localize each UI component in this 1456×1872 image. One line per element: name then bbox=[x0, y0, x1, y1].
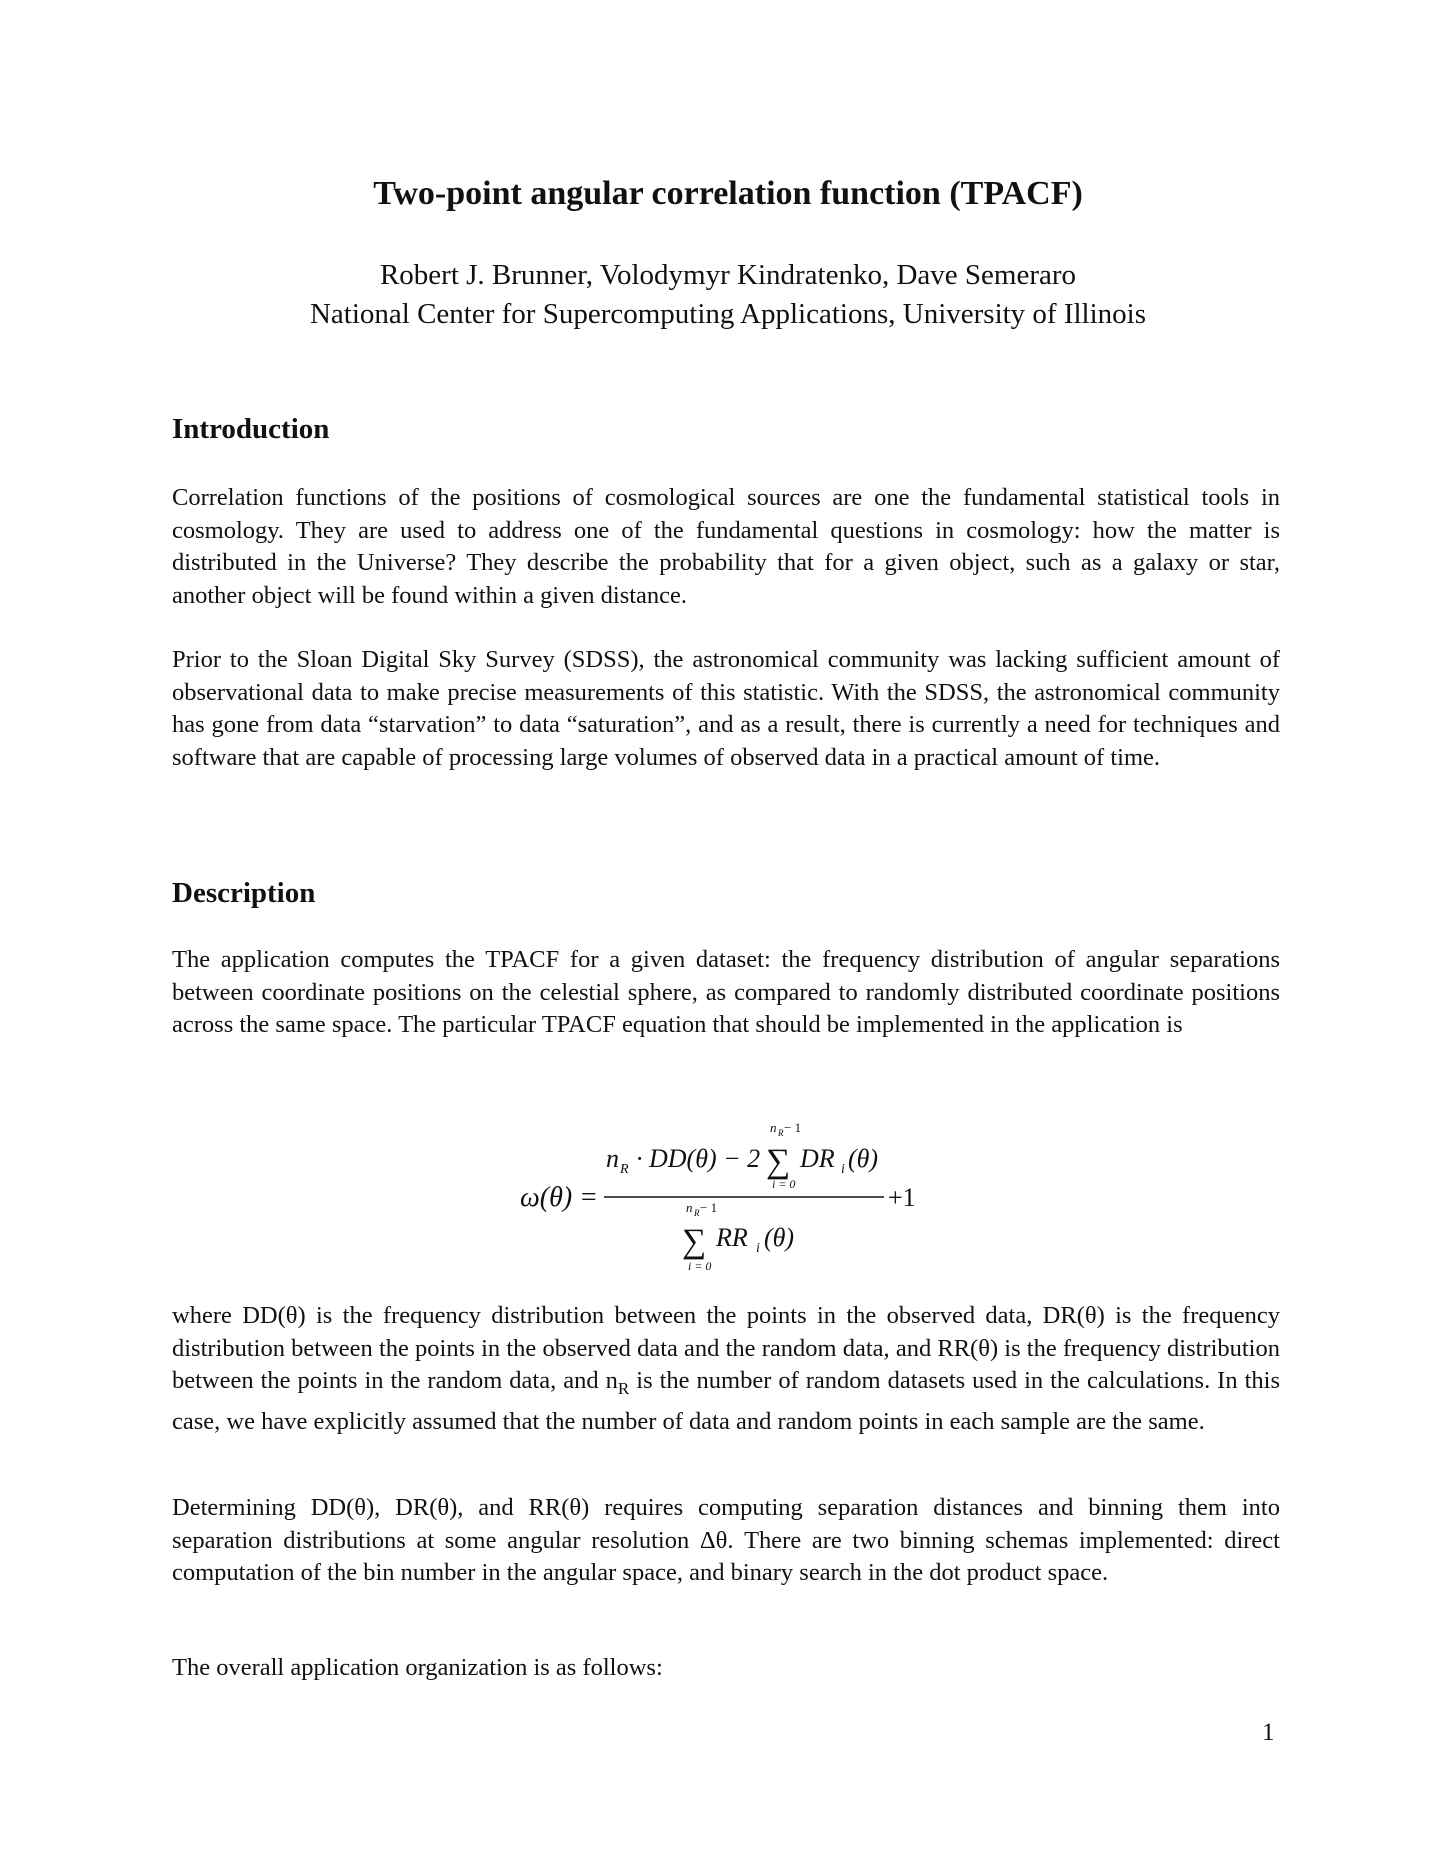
numerator-dr-sub: i bbox=[841, 1162, 845, 1177]
numerator-dd: · DD(θ) − 2 bbox=[636, 1144, 761, 1173]
paper-title: Two-point angular correlation function (TPACF) bbox=[373, 175, 1083, 212]
para2-pre: where DD(θ) is the frequency distribution between the points in the observed data, DR(θ) is the frequency distribution between the points in the observed data and the random data, and RR(θ) is the frequency distribution between the points in the random data, and n bbox=[172, 1302, 1280, 1395]
affiliation-line: National Center for Supercomputing Applications, University of Illinois bbox=[309, 298, 1147, 330]
numerator-n-sub: R bbox=[620, 1162, 629, 1177]
tpacf-equation bbox=[500, 1112, 960, 1274]
intro-paragraph-2: Prior to the Sloan Digital Sky Survey (SDSS), the astronomical community was lacking sufficient amount of observational data to make precise measurements of this statistic. With the SDSS, the astronomical community has gone from data “starvation” to data “saturation”, and as a result, there is currently a need for techniques and software that are capable of processing large volumes of observed data in a practical amount of time. bbox=[172, 646, 1280, 771]
numerator-n: n bbox=[606, 1144, 619, 1173]
numerator-dr: DR bbox=[800, 1144, 835, 1173]
denominator-theta: (θ) bbox=[764, 1223, 795, 1252]
equation-plus-one: +1 bbox=[888, 1183, 916, 1212]
sum1-upper-sub: R bbox=[778, 1128, 784, 1138]
sum2-upper: n bbox=[686, 1200, 693, 1215]
sum2-upper-sub: R bbox=[694, 1208, 700, 1218]
sum2-sigma: ∑ bbox=[682, 1223, 707, 1260]
intro-paragraph-1: Correlation functions of the positions of cosmological sources are one the fundamental statistical tools in cosmology. They are used to address one of the fundamental questions in cosmology: how the matter is distributed in the Universe? They describe the probability that for a given object, such as a galaxy or star, another object will be found within a given distance. bbox=[172, 484, 1280, 609]
sum2-upper-tail: − 1 bbox=[700, 1200, 718, 1215]
sum2-lower: i = 0 bbox=[688, 1259, 712, 1273]
para2-post: is the number of random datasets used in the calculations. In this case, we have explicitly assumed that the number of data and random points in each sample are the same. bbox=[172, 1367, 1280, 1435]
sum1-sigma: ∑ bbox=[766, 1143, 791, 1180]
sum1-upper: n bbox=[770, 1120, 777, 1135]
heading-description: Description bbox=[172, 877, 316, 909]
denominator-rr: RR bbox=[716, 1223, 748, 1252]
description-paragraph-1: The application computes the TPACF for a given dataset: the frequency distribution of angular separations between coordinate positions on the celestial sphere, as compared to randomly distributed coordinate positions across the same space. The particular TPACF equation that should be implemented in the application is bbox=[172, 946, 1280, 1039]
para2-subscript: R bbox=[617, 1379, 630, 1399]
sum1-lower: i = 0 bbox=[772, 1177, 796, 1191]
description-paragraph-4: The overall application organization is as follows: bbox=[172, 1654, 663, 1681]
denominator-rr-sub: i bbox=[756, 1241, 760, 1256]
author-block bbox=[0, 256, 1456, 334]
page-number: 1 bbox=[1262, 1719, 1275, 1746]
sum1-upper-tail: − 1 bbox=[784, 1120, 802, 1135]
description-paragraph-3: Determining DD(θ), DR(θ), and RR(θ) requires computing separation distances and binning them into separation distributions at some angular resolution Δθ. There are two binning schemas implemented: direct computation of the bin number in the angular space, and binary search in the dot product space. bbox=[172, 1494, 1280, 1587]
heading-introduction: Introduction bbox=[172, 413, 330, 445]
equation-lhs: ω(θ) = bbox=[520, 1182, 599, 1213]
authors-line: Robert J. Brunner, Volodymyr Kindratenko, Dave Semeraro bbox=[379, 259, 1077, 291]
numerator-theta: (θ) bbox=[848, 1144, 879, 1173]
description-paragraph-2 bbox=[172, 1300, 1280, 1438]
